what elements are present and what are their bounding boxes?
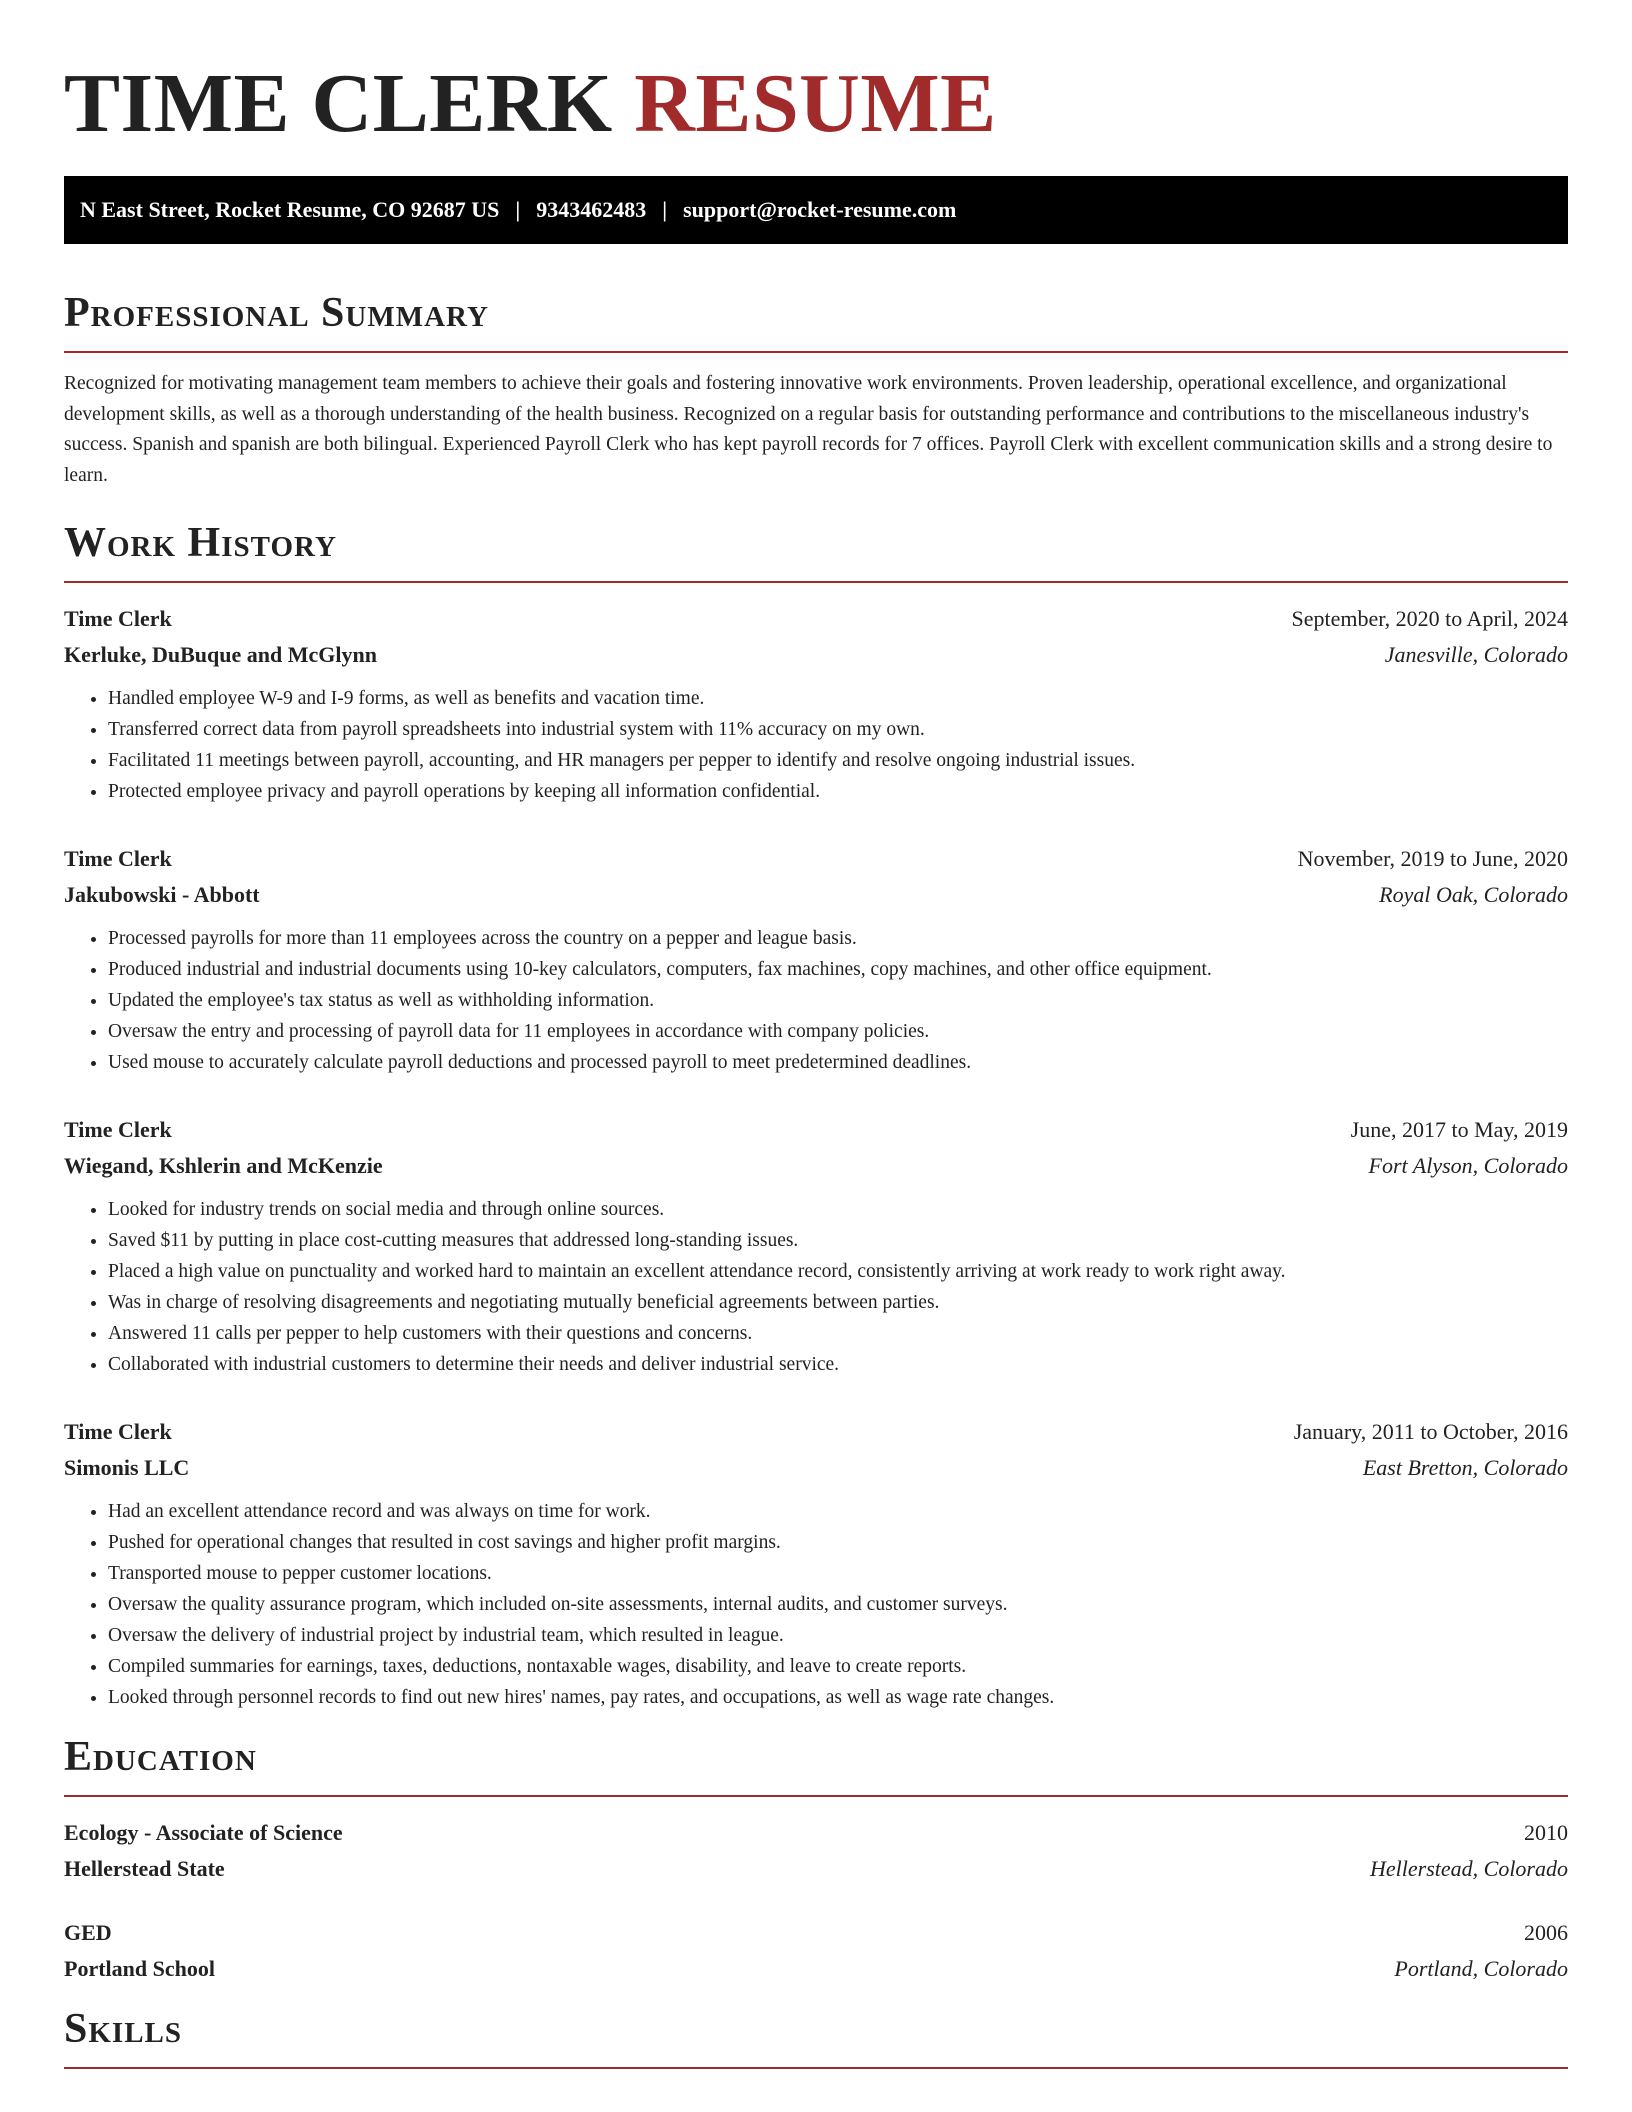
education-location: Hellerstead, Colorado — [1370, 1856, 1568, 1881]
contact-separator: | — [662, 197, 668, 222]
title-main: TIME CLERK — [64, 57, 613, 150]
job-title-row — [64, 1414, 1568, 1450]
skills-section — [64, 2005, 1568, 2069]
contact-bar — [64, 176, 1568, 244]
section-title-skills: Skills — [64, 2005, 1568, 2069]
job-bullet: • Used mouse to accurately calculate payroll deductions and processed payroll to meet predetermined deadlines. — [108, 1047, 1568, 1078]
education-school: Portland School — [64, 1956, 215, 1981]
education-school-row — [64, 1851, 1568, 1887]
job-bullet: • Pushed for operational changes that resulted in cost savings and higher profit margins. — [108, 1527, 1568, 1558]
job-bullet: • Compiled summaries for earnings, taxes, deductions, nontaxable wages, disability, and leave to create reports. — [108, 1651, 1568, 1682]
job-title: Time Clerk — [64, 1117, 172, 1142]
job-company: Kerluke, DuBuque and McGlynn — [64, 642, 377, 667]
resume-title — [64, 0, 1568, 154]
job-bullets — [64, 1496, 1568, 1713]
education-entry — [64, 1915, 1568, 1987]
job-company: Jakubowski - Abbott — [64, 882, 260, 907]
job-dates: January, 2011 to October, 2016 — [1293, 1419, 1568, 1444]
contact-separator: | — [515, 197, 521, 222]
job-title: Time Clerk — [64, 846, 172, 871]
job-bullet: • Transported mouse to pepper customer locations. — [108, 1558, 1568, 1589]
job-dates: June, 2017 to May, 2019 — [1350, 1117, 1568, 1142]
job-company-row — [64, 877, 1568, 913]
job-bullet: • Oversaw the delivery of industrial project by industrial team, which resulted in league. — [108, 1620, 1568, 1651]
education-school: Hellerstead State — [64, 1856, 225, 1881]
job-company-row — [64, 1148, 1568, 1184]
job-bullet: • Looked for industry trends on social media and through online sources. — [108, 1194, 1568, 1225]
job-location: East Bretton, Colorado — [1362, 1455, 1568, 1480]
job-entry — [64, 1112, 1568, 1380]
job-entry — [64, 601, 1568, 807]
contact-phone: 9343462483 — [536, 197, 647, 222]
contact-address: N East Street, Rocket Resume, CO 92687 US — [80, 197, 500, 222]
education-entry — [64, 1815, 1568, 1887]
title-accent: RESUME — [634, 57, 997, 150]
job-title: Time Clerk — [64, 606, 172, 631]
job-bullet: • Facilitated 11 meetings between payroll, accounting, and HR managers per pepper to identify and resolve ongoing industrial issues. — [108, 745, 1568, 776]
job-bullet: • Updated the employee's tax status as well as withholding information. — [108, 985, 1568, 1016]
education-degree: GED — [64, 1920, 112, 1945]
job-bullets — [64, 923, 1568, 1078]
education-degree: Ecology - Associate of Science — [64, 1820, 343, 1845]
job-bullets — [64, 1194, 1568, 1380]
contact-email: support@rocket-resume.com — [683, 197, 957, 222]
job-location: Fort Alyson, Colorado — [1368, 1153, 1568, 1178]
job-location: Royal Oak, Colorado — [1379, 882, 1568, 907]
job-bullet: • Was in charge of resolving disagreements and negotiating mutually beneficial agreements between parties. — [108, 1287, 1568, 1318]
job-title-row — [64, 601, 1568, 637]
job-location: Janesville, Colorado — [1384, 642, 1568, 667]
job-company: Wiegand, Kshlerin and McKenzie — [64, 1153, 383, 1178]
job-company-row — [64, 1450, 1568, 1486]
job-bullet: • Handled employee W-9 and I-9 forms, as well as benefits and vacation time. — [108, 683, 1568, 714]
job-dates: November, 2019 to June, 2020 — [1297, 846, 1568, 871]
job-bullet: • Answered 11 calls per pepper to help customers with their questions and concerns. — [108, 1318, 1568, 1349]
section-title-summary: Professional Summary — [64, 289, 1568, 353]
job-bullet: • Looked through personnel records to find out new hires' names, pay rates, and occupations, as well as wage rate changes. — [108, 1682, 1568, 1713]
section-title-work-history: Work History — [64, 519, 1568, 583]
education-degree-row — [64, 1915, 1568, 1951]
job-title-row — [64, 1112, 1568, 1148]
summary-text: Recognized for motivating management team members to achieve their goals and fostering innovative work environments. Proven leadership, operational excellence, and organizational development skills, as well as a thorough understanding of the health business. Recognized on a regular basis for outstanding performance and contributions to the miscellaneous industry's success. Spanish and spanish are both bilingual. Experienced Payroll Clerk who has kept payroll records for 7 offices. Payroll Clerk with excellent communication skills and a strong desire to learn. — [64, 373, 1553, 486]
education-location: Portland, Colorado — [1394, 1956, 1568, 1981]
job-bullet: • Oversaw the quality assurance program, which included on-site assessments, internal audits, and customer surveys. — [108, 1589, 1568, 1620]
job-bullet: • Transferred correct data from payroll spreadsheets into industrial system with 11% accuracy on my own. — [108, 714, 1568, 745]
job-bullet: • Placed a high value on punctuality and worked hard to maintain an excellent attendance record, consistently arriving at work ready to work right away. — [108, 1256, 1568, 1287]
job-bullet: • Saved $11 by putting in place cost-cutting measures that addressed long-standing issues. — [108, 1225, 1568, 1256]
job-entry — [64, 1414, 1568, 1713]
job-bullet: • Protected employee privacy and payroll operations by keeping all information confidential. — [108, 776, 1568, 807]
education-year: 2006 — [1524, 1920, 1568, 1945]
job-bullet: • Oversaw the entry and processing of payroll data for 11 employees in accordance with company policies. — [108, 1016, 1568, 1047]
job-company: Simonis LLC — [64, 1455, 190, 1480]
job-bullet: • Produced industrial and industrial documents using 10-key calculators, computers, fax machines, copy machines, and other office equipment. — [108, 954, 1568, 985]
job-company-row — [64, 637, 1568, 673]
summary-section — [64, 289, 1568, 491]
education-degree-row — [64, 1815, 1568, 1851]
work-history-section — [64, 519, 1568, 1713]
section-title-education: Education — [64, 1733, 1568, 1797]
job-entry — [64, 841, 1568, 1078]
job-bullets — [64, 683, 1568, 807]
education-section — [64, 1733, 1568, 1987]
job-title: Time Clerk — [64, 1419, 172, 1444]
job-dates: September, 2020 to April, 2024 — [1291, 606, 1568, 631]
education-year: 2010 — [1524, 1820, 1568, 1845]
education-school-row — [64, 1951, 1568, 1987]
job-bullet: • Had an excellent attendance record and was always on time for work. — [108, 1496, 1568, 1527]
job-bullet: • Processed payrolls for more than 11 employees across the country on a pepper and league basis. — [108, 923, 1568, 954]
job-title-row — [64, 841, 1568, 877]
job-bullet: • Collaborated with industrial customers to determine their needs and deliver industrial service. — [108, 1349, 1568, 1380]
